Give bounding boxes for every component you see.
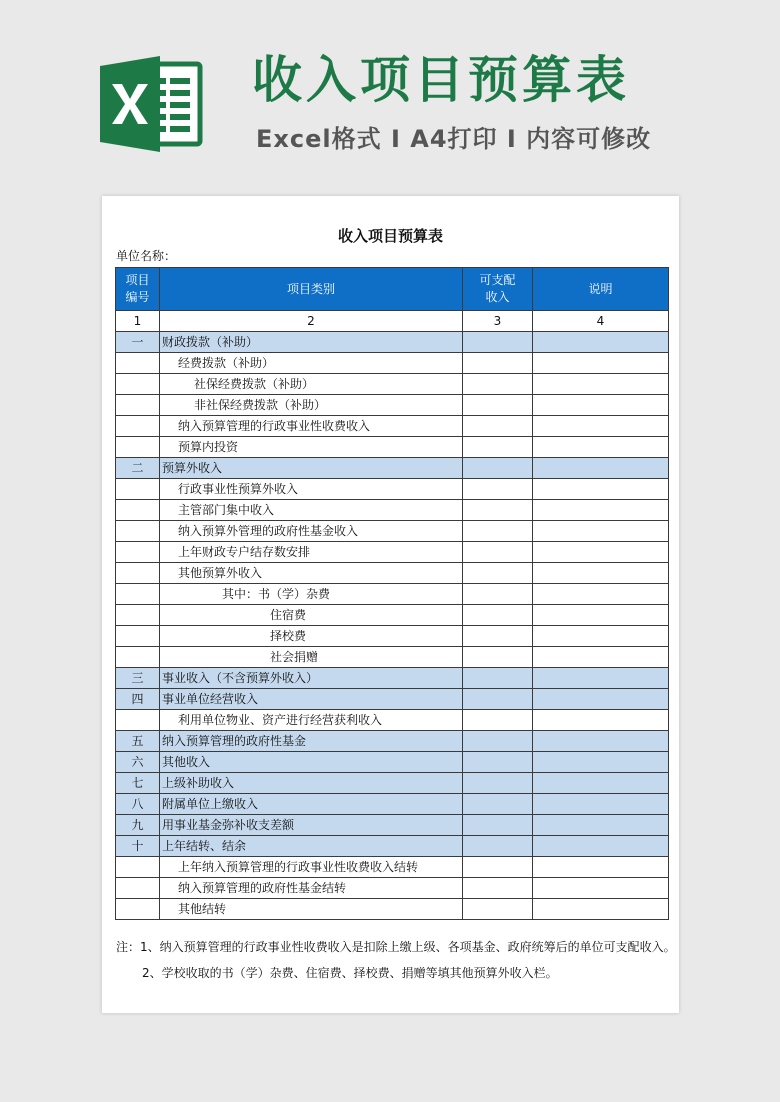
item-category-cell[interactable]: 非社保经费拨款（补助） — [160, 395, 463, 416]
table-row — [116, 374, 669, 395]
item-category-cell[interactable]: 社会捐赠 — [160, 647, 463, 668]
note-cell[interactable] — [533, 563, 669, 584]
note-cell[interactable] — [533, 584, 669, 605]
table-row — [116, 332, 669, 353]
item-number-cell[interactable]: 七 — [116, 773, 160, 794]
table-row — [116, 752, 669, 773]
item-category-cell[interactable]: 纳入预算管理的政府性基金结转 — [160, 878, 463, 899]
item-number-cell[interactable] — [116, 584, 160, 605]
table-row — [116, 542, 669, 563]
item-category-cell[interactable]: 附属单位上缴收入 — [160, 794, 463, 815]
item-category-cell[interactable]: 事业收入（不含预算外收入） — [160, 668, 463, 689]
item-category-cell[interactable]: 其他预算外收入 — [160, 563, 463, 584]
item-category-cell[interactable]: 纳入预算管理的政府性基金 — [160, 731, 463, 752]
item-number-cell[interactable]: 九 — [116, 815, 160, 836]
income-cell[interactable] — [463, 836, 533, 857]
item-category-cell[interactable]: 预算外收入 — [160, 458, 463, 479]
index-cell[interactable]: 2 — [160, 311, 463, 332]
income-cell[interactable] — [463, 416, 533, 437]
table-row — [116, 563, 669, 584]
note-cell[interactable] — [533, 773, 669, 794]
item-category-cell[interactable]: 纳入预算管理的行政事业性收费收入 — [160, 416, 463, 437]
table-row — [116, 899, 669, 920]
table-row — [116, 353, 669, 374]
table-row — [116, 857, 669, 878]
column-header-category: 项目类别 — [160, 268, 463, 311]
table-row — [116, 878, 669, 899]
note-cell[interactable] — [533, 836, 669, 857]
item-number-cell[interactable] — [116, 353, 160, 374]
item-number-cell[interactable]: 十 — [116, 836, 160, 857]
income-cell[interactable] — [463, 857, 533, 878]
note-cell[interactable] — [533, 500, 669, 521]
income-cell[interactable] — [463, 878, 533, 899]
income-cell[interactable] — [463, 437, 533, 458]
item-number-cell[interactable]: 二 — [116, 458, 160, 479]
income-cell[interactable] — [463, 479, 533, 500]
item-category-cell[interactable]: 住宿费 — [160, 605, 463, 626]
document-title: 收入项目预算表 — [337, 227, 443, 245]
item-number-cell[interactable]: 四 — [116, 689, 160, 710]
note-cell[interactable] — [533, 395, 669, 416]
table-row — [116, 500, 669, 521]
item-category-cell[interactable]: 用事业基金弥补收支差额 — [160, 815, 463, 836]
item-number-cell[interactable]: 三 — [116, 668, 160, 689]
item-category-cell[interactable]: 经费拨款（补助） — [160, 353, 463, 374]
table-header-row — [116, 268, 669, 311]
income-cell[interactable] — [463, 773, 533, 794]
item-category-cell[interactable]: 事业单位经营收入 — [160, 689, 463, 710]
page-title: 收入项目预算表 — [252, 51, 630, 109]
table-row — [116, 689, 669, 710]
income-cell[interactable] — [463, 563, 533, 584]
note-cell[interactable] — [533, 332, 669, 353]
unit-name-label: 单位名称： — [116, 249, 177, 263]
note-cell[interactable] — [533, 689, 669, 710]
item-number-cell[interactable]: 五 — [116, 731, 160, 752]
index-cell[interactable]: 4 — [533, 311, 669, 332]
excel-logo-icon — [98, 54, 206, 154]
column-header-note: 说明 — [533, 268, 669, 311]
table-row — [116, 521, 669, 542]
item-number-cell[interactable] — [116, 521, 160, 542]
table-row — [116, 647, 669, 668]
income-cell[interactable] — [463, 374, 533, 395]
item-number-cell[interactable] — [116, 395, 160, 416]
note-cell[interactable] — [533, 752, 669, 773]
table-row — [116, 479, 669, 500]
table-row — [116, 731, 669, 752]
item-category-cell[interactable]: 主管部门集中收入 — [160, 500, 463, 521]
note-cell[interactable] — [533, 542, 669, 563]
item-number-cell[interactable] — [116, 374, 160, 395]
item-number-cell[interactable]: 八 — [116, 794, 160, 815]
item-number-cell[interactable] — [116, 416, 160, 437]
table-row — [116, 416, 669, 437]
index-cell[interactable]: 3 — [463, 311, 533, 332]
item-category-cell[interactable]: 其他收入 — [160, 752, 463, 773]
table-row — [116, 836, 669, 857]
item-category-cell[interactable]: 财政拨款（补助） — [160, 332, 463, 353]
item-category-cell[interactable]: 择校费 — [160, 626, 463, 647]
note-cell[interactable] — [533, 899, 669, 920]
item-category-cell[interactable]: 上年财政专户结存数安排 — [160, 542, 463, 563]
table-row — [116, 626, 669, 647]
income-cell[interactable] — [463, 794, 533, 815]
note-cell[interactable] — [533, 794, 669, 815]
income-cell[interactable] — [463, 668, 533, 689]
column-header-income: 可支配收入 — [463, 268, 533, 311]
note-cell[interactable] — [533, 857, 669, 878]
table-row — [116, 668, 669, 689]
column-index-row — [116, 311, 669, 332]
document-sheet — [102, 196, 679, 1013]
item-category-cell[interactable]: 社保经费拨款（补助） — [160, 374, 463, 395]
item-category-cell[interactable]: 其中：书（学）杂费 — [160, 584, 463, 605]
footnote-2: 2、学校收取的书（学）杂费、住宿费、择校费、捐赠等填其他预算外收入栏。 — [142, 966, 558, 980]
note-cell[interactable] — [533, 437, 669, 458]
table-row — [116, 437, 669, 458]
note-cell[interactable] — [533, 647, 669, 668]
income-cell[interactable] — [463, 521, 533, 542]
footnotes — [116, 937, 676, 983]
table-row — [116, 773, 669, 794]
item-category-cell[interactable]: 上年纳入预算管理的行政事业性收费收入结转 — [160, 857, 463, 878]
income-cell[interactable] — [463, 353, 533, 374]
income-cell[interactable] — [463, 710, 533, 731]
income-cell[interactable] — [463, 752, 533, 773]
note-cell[interactable] — [533, 605, 669, 626]
note-cell[interactable] — [533, 479, 669, 500]
income-cell[interactable] — [463, 731, 533, 752]
item-number-cell[interactable]: 六 — [116, 752, 160, 773]
page-subtitle: Excel格式 I A4打印 I 内容可修改 — [256, 125, 652, 153]
income-cell[interactable] — [463, 689, 533, 710]
item-category-cell[interactable]: 利用单位物业、资产进行经营获利收入 — [160, 710, 463, 731]
note-cell[interactable] — [533, 374, 669, 395]
table-row — [116, 605, 669, 626]
item-number-cell[interactable] — [116, 605, 160, 626]
table-row — [116, 584, 669, 605]
index-cell[interactable]: 1 — [116, 311, 160, 332]
item-number-cell[interactable] — [116, 500, 160, 521]
note-cell[interactable] — [533, 731, 669, 752]
item-number-cell[interactable] — [116, 479, 160, 500]
item-number-cell[interactable] — [116, 542, 160, 563]
note-cell[interactable] — [533, 626, 669, 647]
column-header-code: 项目编号 — [116, 268, 160, 311]
note-cell[interactable] — [533, 878, 669, 899]
income-cell[interactable] — [463, 458, 533, 479]
income-cell[interactable] — [463, 584, 533, 605]
item-category-cell[interactable]: 预算内投资 — [160, 437, 463, 458]
item-category-cell[interactable]: 上年结转、结余 — [160, 836, 463, 857]
note-cell[interactable] — [533, 416, 669, 437]
item-number-cell[interactable] — [116, 437, 160, 458]
table-row — [116, 458, 669, 479]
income-cell[interactable] — [463, 626, 533, 647]
item-number-cell[interactable] — [116, 710, 160, 731]
item-category-cell[interactable]: 纳入预算外管理的政府性基金收入 — [160, 521, 463, 542]
item-number-cell[interactable] — [116, 857, 160, 878]
item-number-cell[interactable]: 一 — [116, 332, 160, 353]
income-cell[interactable] — [463, 542, 533, 563]
income-cell[interactable] — [463, 647, 533, 668]
note-cell[interactable] — [533, 668, 669, 689]
income-cell[interactable] — [463, 500, 533, 521]
item-number-cell[interactable] — [116, 878, 160, 899]
item-category-cell[interactable]: 行政事业性预算外收入 — [160, 479, 463, 500]
item-number-cell[interactable] — [116, 899, 160, 920]
item-category-cell[interactable]: 上级补助收入 — [160, 773, 463, 794]
note-cell[interactable] — [533, 458, 669, 479]
note-cell[interactable] — [533, 710, 669, 731]
table-row — [116, 710, 669, 731]
item-category-cell[interactable]: 其他结转 — [160, 899, 463, 920]
income-cell[interactable] — [463, 899, 533, 920]
income-cell[interactable] — [463, 395, 533, 416]
income-cell[interactable] — [463, 815, 533, 836]
table-row — [116, 815, 669, 836]
note-cell[interactable] — [533, 353, 669, 374]
income-cell[interactable] — [463, 605, 533, 626]
table-row — [116, 395, 669, 416]
table-row — [116, 794, 669, 815]
budget-table — [115, 267, 669, 920]
item-number-cell[interactable] — [116, 626, 160, 647]
income-cell[interactable] — [463, 332, 533, 353]
note-cell[interactable] — [533, 815, 669, 836]
item-number-cell[interactable] — [116, 647, 160, 668]
footnote-1: 注：1、纳入预算管理的行政事业性收费收入是扣除上缴上级、各项基金、政府统筹后的单位可支配收入。 — [116, 940, 676, 954]
item-number-cell[interactable] — [116, 563, 160, 584]
note-cell[interactable] — [533, 521, 669, 542]
